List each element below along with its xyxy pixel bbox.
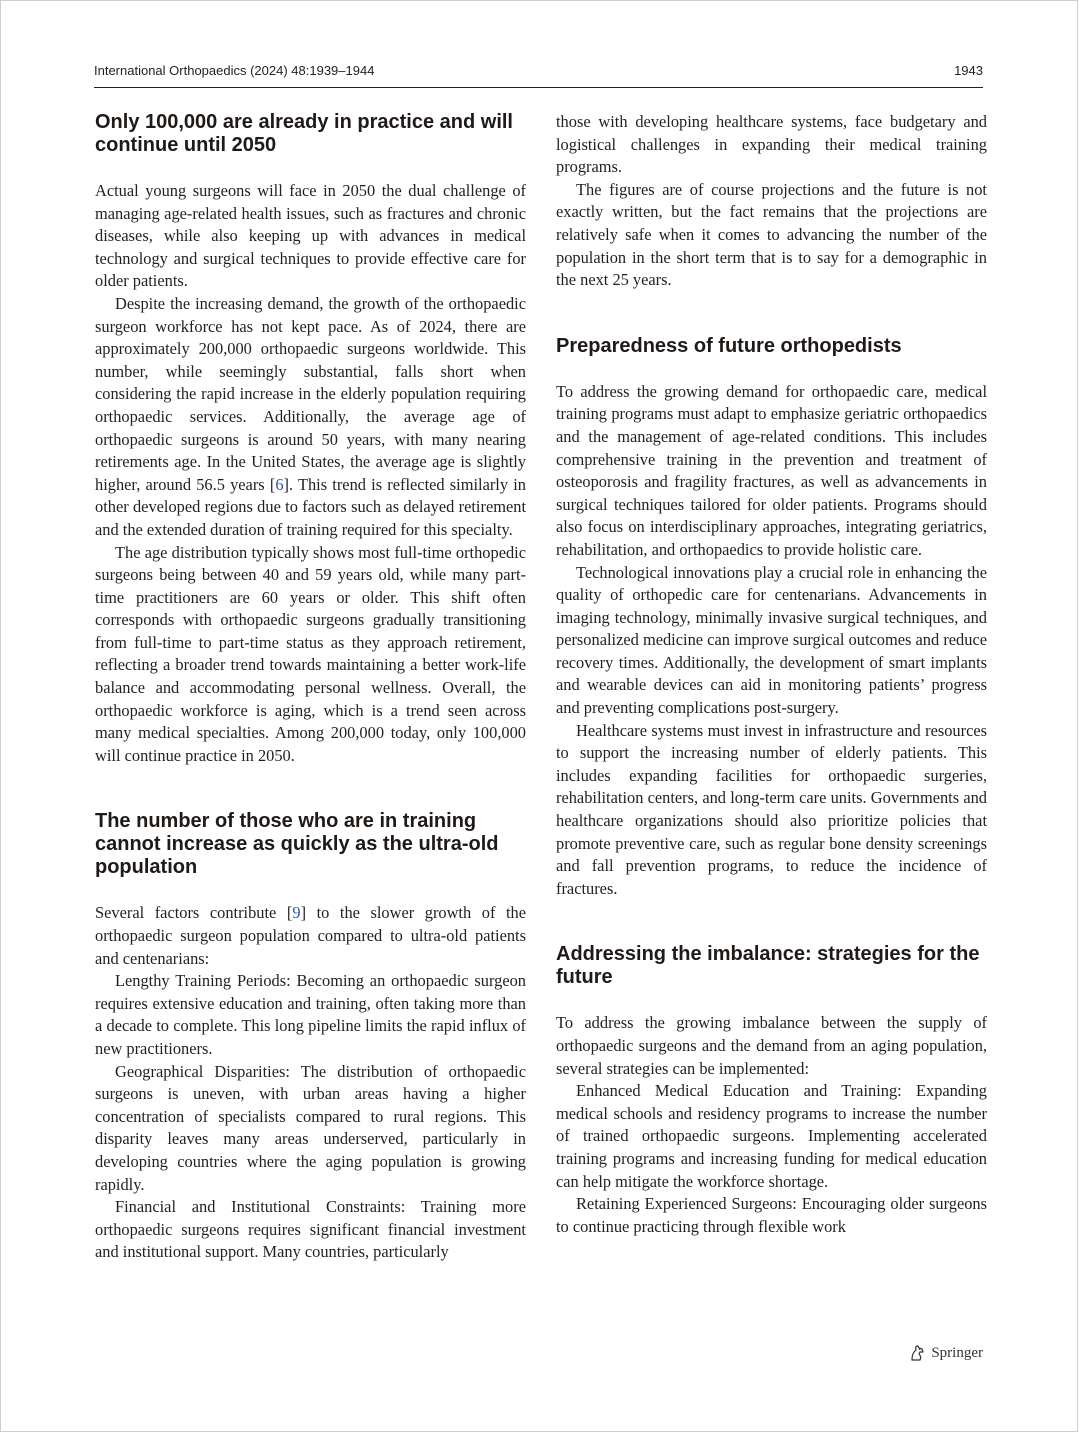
paragraph: Actual young surgeons will face in 2050 the dual challenge of managing age-related health issues, such as fractures and chronic diseases, while also keeping up with advances in medical technology and surgical techniques to provide effective care for older patients. [95, 181, 526, 291]
paragraph: To address the growing imbalance between the supply of orthopaedic surgeons and the demand from an aging population, several strategies can be implemented: [556, 1013, 987, 1078]
paragraph: Financial and Institutional Constraints: Training more orthopaedic surgeons requires significant financial investment and institutional support. Many countries, particularly [95, 1197, 526, 1262]
paragraph: those with developing healthcare systems, face budgetary and logistical challenges in expanding their medical training programs. [556, 112, 987, 177]
running-head [94, 61, 983, 88]
paragraph: To address the growing demand for orthopaedic care, medical training programs must adapt to emphasize geriatric orthopaedics and the management of age-related conditions. This includes comprehensive training in the prevention and treatment of osteoporosis and fragility fractures, as well as advancements in surgical techniques tailored for older patients. Programs should also focus on interdisciplinary approaches, integrating geriatrics, rehabilitation, and orthopaedics to provide holistic care. [556, 381, 987, 559]
paragraph: Enhanced Medical Education and Training: Expanding medical schools and residency programs to increase the number of trained orthopaedic surgeons. Implementing accelerated training programs and increasing funding for medical education can help mitigate the workforce shortage. [556, 1081, 987, 1191]
section-heading-preparedness: Preparedness of future orthopedists [556, 334, 902, 357]
section-heading-training: The number of those who are in training cannot increase as quickly as the ultra-old population [95, 810, 499, 879]
section-heading-practice: Only 100,000 are already in practice and will continue until 2050 [95, 111, 513, 156]
publisher-name: Springer [931, 1345, 983, 1361]
citation-link[interactable]: 6 [275, 474, 284, 494]
paragraph: Healthcare systems must invest in infrastructure and resources to support the increasing number of elderly patients. This includes expanding facilities for orthopaedic surgeries, rehabilitation centers, and long-term care units. Governments and healthcare organizations should also prioritize policies that promote preventive care, such as regular bone density screenings and fall prevention programs, to reduce the incidence of fractures. [556, 720, 987, 898]
page-number: 1943 [954, 63, 983, 78]
springer-horse-icon [908, 1344, 926, 1362]
paragraph: The age distribution typically shows most full-time orthopedic surgeons being between 40 and 59 years old, while many part-time practitioners are 60 years or older. This shift often corresponds with orthopaedic surgeons gradually transitioning from full-time to part-time status as they approach retirement, reflecting a broader trend towards maintaining a better work-life balance and accommodating personal wellness. Overall, the orthopaedic workforce is aging, which is a trend seen across many medical specialties. Among 200,000 today, only 100,000 will continue practice in 2050. [95, 542, 526, 765]
journal-citation: International Orthopaedics (2024) 48:1939–1944 [94, 63, 375, 78]
section-heading-imbalance: Addressing the imbalance: strategies for the future [556, 943, 980, 989]
right-column [556, 111, 987, 1238]
publisher-logo [908, 1343, 983, 1363]
paragraph: Despite the increasing demand, the growth of the orthopaedic surgeon workforce has not kept pace. As of 2024, there are approximately 200,000 orthopaedic surgeons worldwide. This number, while seemingly substantial, falls short when considering the rapid increase in the elderly population requiring orthopaedic services. Additionally, the average age of orthopaedic surgeons is around 50 years, with many nearing retirements age. In the United States, the average age is slightly higher, around 56.5 years [6]. This trend is reflected similarly in other developed regions due to factors such as delayed retirement and the extended duration of training required for this specialty. [95, 293, 526, 539]
paragraph: Several factors contribute [9] to the slower growth of the orthopaedic surgeon population compared to ultra-old patients and centenarians: [95, 903, 526, 968]
left-column [95, 111, 526, 1264]
citation-link[interactable]: 9 [292, 903, 301, 923]
paragraph: Lengthy Training Periods: Becoming an orthopaedic surgeon requires extensive education and training, often taking more than a decade to complete. This long pipeline limits the rapid influx of new practitioners. [95, 971, 526, 1058]
paragraph: Retaining Experienced Surgeons: Encouraging older surgeons to continue practicing through flexible work [556, 1194, 987, 1236]
paragraph: Geographical Disparities: The distribution of orthopaedic surgeons is uneven, with urban areas having a higher concentration of specialists compared to rural regions. This disparity leaves many areas underserved, particularly in developing countries where the aging population is growing rapidly. [95, 1061, 526, 1194]
paragraph: Technological innovations play a crucial role in enhancing the quality of orthopedic care for centenarians. Advancements in imaging technology, minimally invasive surgical techniques, and personalized medicine can improve surgical outcomes and reduce recovery times. Additionally, the development of smart implants and wearable devices can aid in monitoring patients’ progress and preventing complications post-surgery. [556, 562, 987, 718]
paragraph: The figures are of course projections and the future is not exactly written, but the fact remains that the projections are relatively safe when it comes to advancing the number of the population in the short term that is to say for a demographic in the next 25 years. [556, 179, 987, 290]
